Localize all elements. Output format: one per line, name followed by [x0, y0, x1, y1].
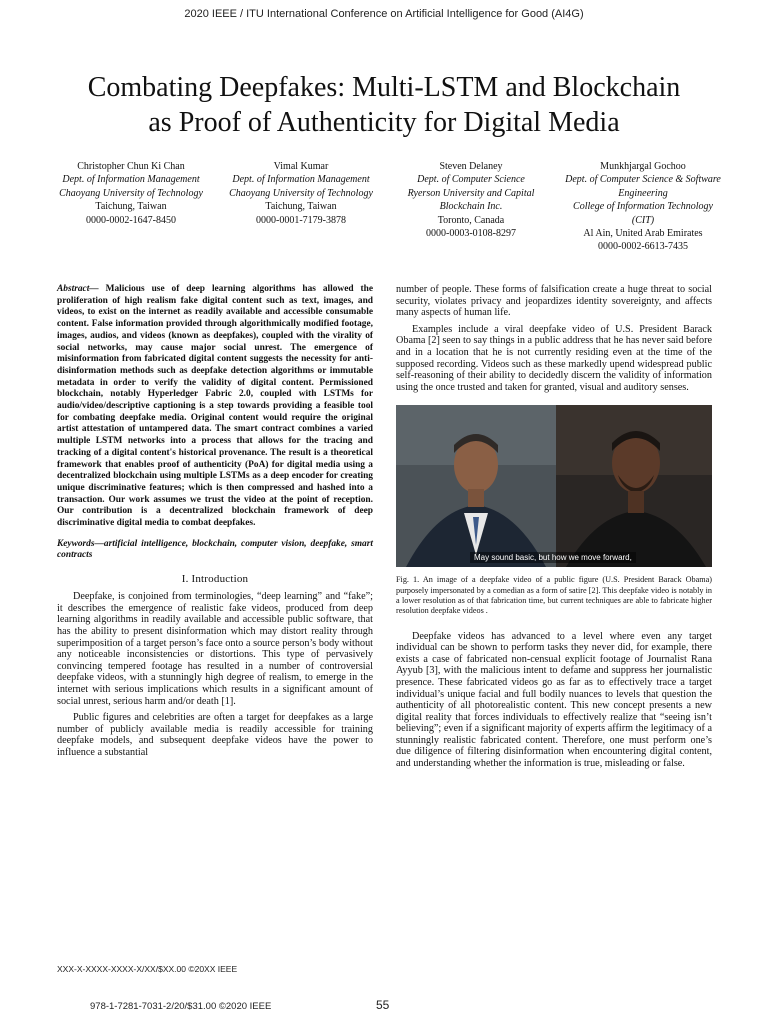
figure-caption: Fig. 1. An image of a deepfake video of a public figure (U.S. President Barack Obama) purposely impersonated by a comedian as a form of satire [2]. This deepfake video is notably in a lower resolution as of that fabrication time, but current techniques are able to fabricate higher resolution deepfake videos .	[396, 575, 712, 616]
body-paragraph: Examples include a viral deepfake video of U.S. President Barack Obama [2] seen to say things in a public address that he has never said before and in a location that he is not currently residing even at the time of the supposed recording. Videos such as these markedly upend widespread public self-reasoning of their ability to decidedly discern the validity of information using the once trusted and taken for granted, visual and auditory senses.	[396, 323, 712, 393]
author-block	[564, 160, 722, 254]
author-institution: Chaoyang University of Technology	[229, 187, 373, 199]
author-department: Dept. of Computer Science & Software Engineering	[565, 174, 721, 199]
paper-title-line-1: Combating Deepfakes: Multi-LSTM and Blockchain	[87, 72, 681, 103]
author-orcid: 0000-0001-7179-3878	[256, 214, 346, 226]
body-paragraph: Public figures and celebrities are often a target for deepfakes as a large number of publicly available media is readily accessible for training deepfake models, and subsequent deepfake videos have the power to influence a substantial	[57, 712, 373, 758]
body-paragraph: Deepfake, is conjoined from terminologies, “deep learning” and “fake”; it describes the emergence of realistic fake videos, produced from deep learning algorithms in readily available and accessible public software, that has the ability to present disinformation which may distort reality through superimposition of a target person’s face onto a source person’s body without any noticeable inconsistencies or distortions. This type of pervasively convincing tempered footage has resulted in a number of controversial deepfake videos, with a stunningly high degree of realism, to emerge in the internet with serious implications which results in a significant amount of social unrest, serious harm and/or death [1].	[57, 591, 373, 707]
abstract-label: Abstract—	[57, 284, 99, 294]
video-subtitle: May sound basic, but how we move forward,	[470, 552, 636, 563]
author-department: Dept. of Computer Science	[417, 174, 525, 186]
author-department: Dept. of Information Management	[62, 174, 200, 186]
author-orcid: 0000-0002-1647-8450	[86, 214, 176, 226]
right-column	[396, 284, 712, 770]
left-column	[57, 284, 373, 758]
deepfake-photo-illustration	[396, 405, 712, 567]
author-location: Taichung, Taiwan	[265, 201, 337, 213]
abstract	[57, 284, 373, 530]
section-heading-introduction: I. Introduction	[181, 573, 249, 586]
body-paragraph: Deepfake videos has advanced to a level where even any target individual can be shown to perform tasks they never did, for example, there exists a case of fabricated non-censual explicit footage of Journalist Rana Ayyub [3], with the malicious intent to defame and suppress her journalistic presence. These fabricated videos go as far as to effectively trace a target individual’s unique facial and full bodily nuances to levels that question the authenticity of all photorealistic content. This new concept presents a new digital reality that forces individuals to effectively realize that “seeing isn’t believing”; even if a significant majority of experts affirm the legitimacy of a stunningly realistic fabricated content. Therefore, one must perform one’s due diligence of filtering disinformation when encountering digital content, and understanding whether the information is true, misleading or false.	[396, 630, 712, 770]
paper-title-line-2: as Proof of Authenticity for Digital Media	[148, 107, 620, 138]
page-number: 55	[376, 998, 390, 1012]
author-location: Taichung, Taiwan	[95, 201, 167, 213]
copyright-placeholder: XXX-X-XXXX-XXXX-X/XX/$XX.00 ©20XX IEEE	[57, 964, 238, 974]
abstract-text: Malicious use of deep learning algorithms has allowed the proliferation of high realism fake digital content such as text, images, and videos, to exist on the internet as readily available and accessible consumable content. False information provided through algorithmically modified footage, images, audios, and videos (known as deepfakes), coupled with the virality of social networks, may cause major social unrest. The emergence of misinformation from fabricated digital content suggests the necessity for anti-disinformation methods such as deepfake detection algorithms or immutable metadata in order to verify the validity of digital content. Permissioned blockchain, notably Hyperledger Fabric 2.0, coupled with LSTMs for audio/video/descriptive captioning is a step towards providing a feasible tool for combating deepfake media. Original content would require the original artist attestation of untampered data. The smart contract combines a varied multiple LSTM networks into a process that allows for the tracing and tracking of a digital content's historical provenance. The result is a theoretical framework that enables proof of authenticity (PoA) for digital media using a decentralized blockchain using multiple LSTMs as a deep encoder for creating unique discriminative features; which is then compressed and hashed into a transaction. Our work assumes we trust the video at the point of reception. Our contribution is a decentralized blockchain framework of deep discriminative digital media to combat deepfakes.	[57, 284, 373, 529]
isbn-line: 978-1-7281-7031-2/20/$31.00 ©2020 IEEE	[90, 1001, 272, 1012]
author-block	[52, 160, 210, 227]
author-department: Dept. of Information Management	[232, 174, 370, 186]
author-block	[392, 160, 550, 240]
author-name: Steven Delaney	[439, 161, 503, 172]
author-orcid: 0000-0002-6613-7435	[598, 241, 688, 253]
conference-header: 2020 IEEE / ITU International Conference on Artificial Intelligence for Good (AI4G)	[184, 8, 584, 20]
figure-deepfake-image	[396, 405, 712, 567]
keywords-label: Keywords—	[57, 538, 104, 549]
author-name: Christopher Chun Ki Chan	[77, 161, 185, 172]
author-institution: College of Information Technology (CIT)	[573, 201, 713, 226]
body-paragraph: number of people. These forms of falsification create a huge threat to social security, violates privacy and jeopardizes identity sovereignty, and affects many aspects of human life.	[396, 284, 712, 319]
author-institution: Ryerson University and Capital Blockchain Inc.	[407, 187, 535, 213]
author-location: Al Ain, United Arab Emirates	[583, 228, 703, 240]
author-block	[222, 160, 380, 227]
author-name: Munkhjargal Gochoo	[600, 161, 686, 172]
paper-title	[40, 70, 728, 140]
keywords-text: artificial intelligence, blockchain, computer vision, deepfake, smart contracts	[57, 538, 373, 561]
author-institution: Chaoyang University of Technology	[59, 187, 203, 199]
author-orcid: 0000-0003-0108-8297	[426, 228, 516, 240]
author-name: Vimal Kumar	[273, 161, 329, 172]
keywords	[57, 539, 373, 562]
author-location: Toronto, Canada	[437, 214, 505, 226]
